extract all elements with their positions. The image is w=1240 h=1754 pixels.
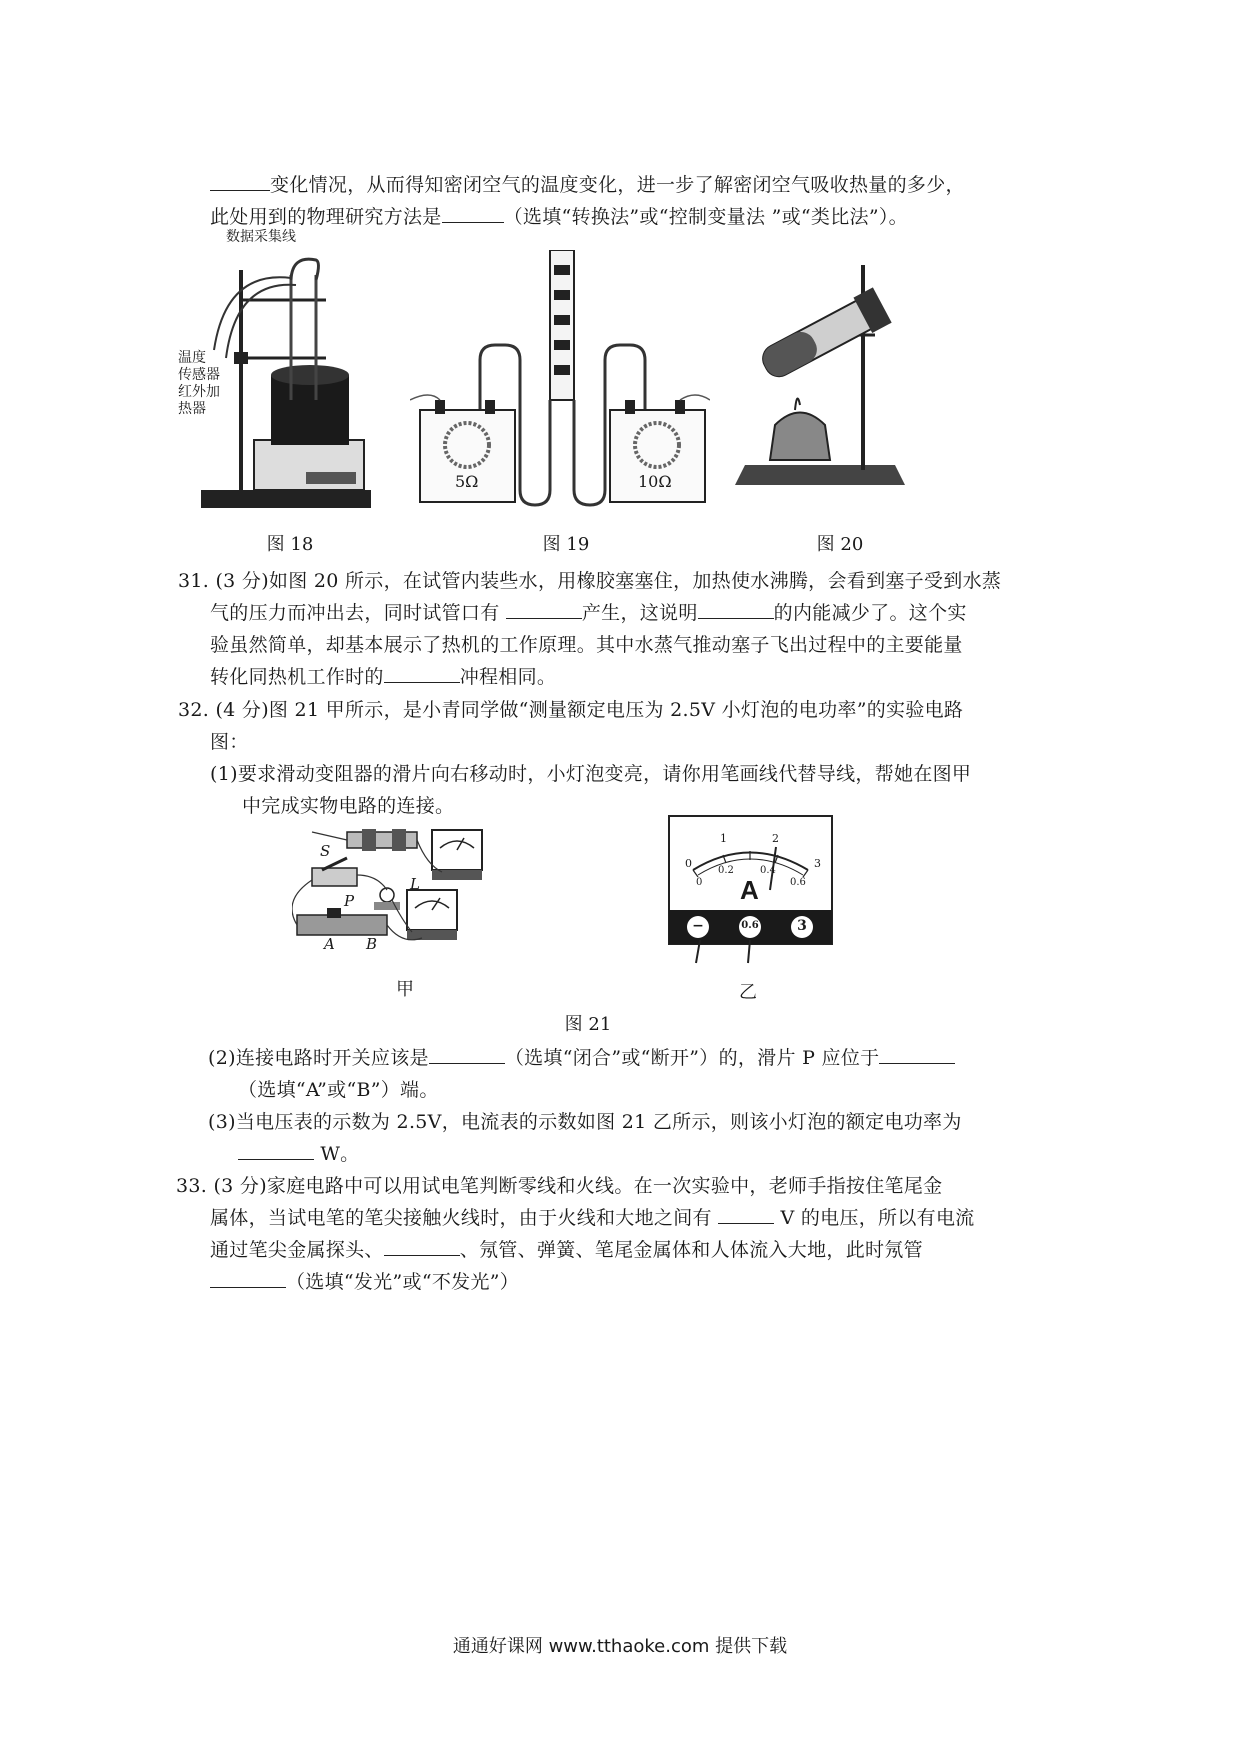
q33-line-1: 33. (3 分)家庭电路中可以用试电笔判断零线和火线。在一次实验中，老师手指按住笔尾金 (176, 1175, 943, 1197)
q32-part-3-line-2: W。 (238, 1141, 359, 1167)
figure-21-jia-label: 甲 (396, 979, 414, 1000)
label-temp-sensor: 温度 传感器 红外加 热器 (178, 350, 220, 417)
q31-line-2: 气的压力而冲出去，同时试管口有 产生，这说明 的内能减少了。这个实 (210, 602, 967, 624)
answer-blank[interactable] (442, 204, 504, 223)
q32-part-1-line-1: (1)要求滑动变阻器的滑片向右移动时，小灯泡变亮，请你用笔画线代替导线，帮她在图甲 (210, 763, 972, 785)
intro-line-1: 变化情况，从而得知密闭空气的温度变化，进一步了解密闭空气吸收热量的多少， (210, 172, 965, 198)
scale-top-1: 1 (720, 832, 727, 845)
figure-18-drawing (196, 240, 396, 520)
figure-19-caption: 图 19 (542, 534, 590, 555)
answer-blank[interactable] (238, 1141, 314, 1160)
q33-line-4: （选填“发光”或“不发光”） (210, 1269, 519, 1295)
scale-inner-0-6: 0.6 (790, 877, 806, 888)
answer-blank[interactable] (879, 1045, 955, 1064)
scale-end-3: 3 (814, 857, 821, 870)
q32-part-2-line-2: （选填“A”或“B”）端。 (238, 1079, 439, 1101)
figure-21-yi-label: 乙 (739, 982, 757, 1003)
figure-20-caption: 图 20 (816, 534, 864, 555)
figure-21-jia (292, 820, 522, 955)
label-switch-s: S (320, 842, 331, 860)
q32-part-2-line-1: (2)连接电路时开关应该是 （选填“闭合”或“断开”）的，滑片 P 应位于 (208, 1045, 955, 1071)
label-end-a: A (324, 935, 335, 953)
scale-inner-0-2: 0.2 (718, 865, 734, 876)
answer-blank[interactable] (429, 1045, 505, 1064)
figure-20-drawing (735, 260, 905, 490)
ammeter-unit-a: A (740, 875, 759, 905)
answer-blank[interactable] (718, 1205, 774, 1224)
footer-source: 通通好课网 www.tthaoke.com 提供下载 (452, 1636, 788, 1657)
answer-blank[interactable] (698, 600, 774, 619)
answer-blank[interactable] (210, 1269, 286, 1288)
q33-line-3: 通过笔尖金属探头、 、氖管、弹簧、笔尾金属体和人体流入大地，此时氖管 (210, 1239, 923, 1261)
terminal-3: 3 (797, 918, 807, 934)
answer-blank[interactable] (210, 172, 270, 191)
figure-18 (178, 229, 396, 520)
label-end-b: B (366, 935, 378, 953)
figure-20 (735, 260, 905, 490)
q32-line-1: 32. (4 分)图 21 甲所示，是小青同学做“测量额定电压为 2.5V 小灯泡的电功率”的实验电路 (178, 699, 964, 721)
label-10-ohm: 10Ω (638, 472, 672, 491)
figure-21-caption: 图 21 (564, 1014, 612, 1035)
figure-18-caption: 图 18 (266, 534, 314, 555)
scale-top-2: 2 (772, 832, 779, 845)
q33-line-2: 属体，当试电笔的笔尖接触火线时，由于火线和大地之间有 V 的电压，所以有电流 (210, 1207, 975, 1229)
answer-blank[interactable] (384, 664, 460, 683)
scale-inner-0-4: 0.4 (760, 865, 776, 876)
q32-line-2: 图： (210, 731, 249, 753)
q31-line-1: 31. (3 分)如图 20 所示，在试管内装些水，用橡胶塞塞住，加热使水沸腾，会看到塞子受到水蒸 (178, 570, 1002, 592)
label-lamp-l: L (410, 875, 420, 893)
q32-part-3-line-1: (3)当电压表的示数为 2.5V，电流表的示数如图 21 乙所示，则该小灯泡的额定电功率为 (208, 1111, 962, 1133)
q31-line-4: 转化同热机工作时的 冲程相同。 (210, 666, 557, 688)
terminal-0-6: 0.6 (741, 920, 759, 931)
figure-19 (410, 250, 710, 510)
terminal-minus: − (692, 918, 704, 934)
figure-21-yi-ammeter (668, 815, 833, 965)
answer-blank[interactable] (384, 1237, 460, 1256)
figure-19-drawing (410, 250, 710, 510)
scale-inner-0: 0 (696, 877, 703, 888)
answer-blank[interactable] (506, 600, 582, 619)
label-5-ohm: 5Ω (455, 472, 479, 491)
q32-part-1-line-2: 中完成实物电路的连接。 (242, 795, 455, 817)
scale-outer-0: 0 (685, 857, 692, 870)
q31-line-3: 验虽然简单，却基本展示了热机的工作原理。其中水蒸气推动塞子飞出过程中的主要能量 (210, 634, 963, 656)
intro-line-2: 此处用到的物理研究方法是 （选填“转换法”或“控制变量法 ”或“类比法”）。 (210, 206, 908, 228)
label-slider-p: P (344, 892, 355, 910)
label-data-cable: 数据采集线 (226, 229, 296, 245)
